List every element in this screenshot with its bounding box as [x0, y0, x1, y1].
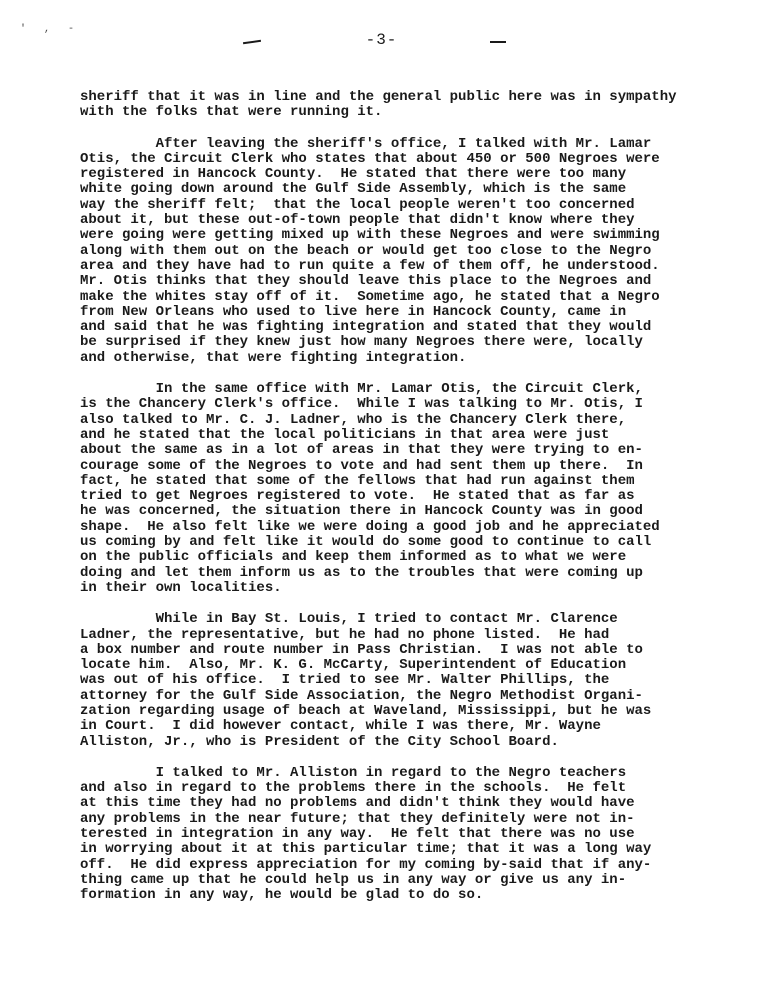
text-line: In the same office with Mr. Lamar Otis, the Circuit Clerk,: [80, 381, 643, 398]
text-line: Alliston, Jr., who is President of the City School Board.: [80, 733, 559, 750]
header-mark-right: [490, 41, 506, 43]
text-line: terested in integration in any way. He felt that there was no use: [80, 826, 635, 843]
text-line: and otherwise, that were fighting integration.: [80, 349, 467, 366]
text-line: he was concerned, the situation there in Hancock County was in good: [80, 503, 643, 520]
paragraph: [80, 766, 730, 904]
paragraph: [80, 137, 730, 366]
text-line: Mr. Otis thinks that they should leave this place to the Negroes and: [80, 273, 652, 290]
text-line: was out of his office. I tried to see Mr. Walter Phillips, the: [80, 672, 610, 689]
text-line: Otis, the Circuit Clerk who states that about 450 or 500 Negroes were: [80, 150, 660, 167]
text-line: a box number and route number in Pass Christian. I was not able to: [80, 641, 643, 658]
text-line: way the sheriff felt; that the local people weren't too concerned: [80, 196, 635, 213]
text-line: I talked to Mr. Alliston in regard to the Negro teachers: [80, 764, 627, 781]
paragraph: [80, 90, 730, 121]
text-line: doing and let them inform us as to the troubles that were coming up: [80, 564, 643, 581]
text-line: us coming by and felt like it would do some good to continue to call: [80, 534, 652, 551]
text-line: thing came up that he could help us in any way or give us any in-: [80, 871, 627, 888]
text-line: is the Chancery Clerk's office. While I was talking to Mr. Otis, I: [80, 396, 643, 413]
text-line: with the folks that were running it.: [80, 104, 383, 121]
text-line: locate him. Also, Mr. K. G. McCarty, Superintendent of Education: [80, 657, 627, 674]
text-line: from New Orleans who used to live here in Hancock County, came in: [80, 303, 627, 320]
text-line: sheriff that it was in line and the general public here was in sympathy: [80, 89, 677, 105]
text-line: were going were getting mixed up with these Negroes and were swimming: [80, 227, 660, 244]
text-line: attorney for the Gulf Side Association, the Negro Methodist Organi-: [80, 687, 643, 704]
text-line: along with them out on the beach or would get too close to the Negro: [80, 242, 652, 259]
page-number: -3-: [365, 31, 398, 49]
text-line: in worrying about it at this particular time; that it was a long way: [80, 841, 652, 858]
text-line: formation in any way, he would be glad to do so.: [80, 887, 484, 904]
text-line: Ladner, the representative, but he had no phone listed. He had: [80, 626, 610, 643]
text-line: While in Bay St. Louis, I tried to contact Mr. Clarence: [80, 611, 618, 628]
text-line: fact, he stated that some of the fellows that had run against them: [80, 472, 635, 489]
text-line: about the same as in a lot of areas in that they were trying to en-: [80, 442, 643, 459]
text-line: be surprised if they knew just how many Negroes there were, locally: [80, 334, 643, 351]
text-line: shape. He also felt like we were doing a good job and he appreciated: [80, 518, 660, 535]
text-line: tried to get Negroes registered to vote. He stated that as far as: [80, 488, 635, 505]
text-line: white going down around the Gulf Side Assembly, which is the same: [80, 181, 627, 198]
text-line: After leaving the sheriff's office, I talked with Mr. Lamar: [80, 135, 652, 152]
paragraph: [80, 612, 730, 750]
text-line: registered in Hancock County. He stated that there were too many: [80, 166, 627, 183]
document-body: [80, 90, 730, 920]
text-line: in Court. I did however contact, while I was there, Mr. Wayne: [80, 718, 601, 735]
text-line: on the public officials and keep them informed as to what we were: [80, 549, 627, 566]
text-line: in their own localities.: [80, 579, 282, 596]
text-line: any problems in the near future; that they definitely were not in-: [80, 810, 635, 827]
text-line: at this time they had no problems and didn't think they would have: [80, 795, 635, 812]
text-line: and said that he was fighting integration and stated that they would: [80, 319, 652, 336]
text-line: area and they have had to run quite a few of them off, he understood.: [80, 257, 660, 274]
text-line: make the whites stay off of it. Sometime ago, he stated that a Negro: [80, 288, 660, 305]
text-line: off. He did express appreciation for my coming by-said that if any-: [80, 856, 652, 873]
scan-specks: ' , -: [20, 24, 81, 35]
paragraph: [80, 382, 730, 596]
text-line: and he stated that the local politicians in that area were just: [80, 426, 610, 443]
text-line: also talked to Mr. C. J. Ladner, who is the Chancery Clerk there,: [80, 411, 627, 428]
text-line: courage some of the Negroes to vote and had sent them up there. In: [80, 457, 643, 474]
text-line: about it, but these out-of-town people that didn't know where they: [80, 212, 635, 229]
text-line: and also in regard to the problems there in the schools. He felt: [80, 780, 627, 797]
text-line: zation regarding usage of beach at Waveland, Mississippi, but he was: [80, 702, 652, 719]
